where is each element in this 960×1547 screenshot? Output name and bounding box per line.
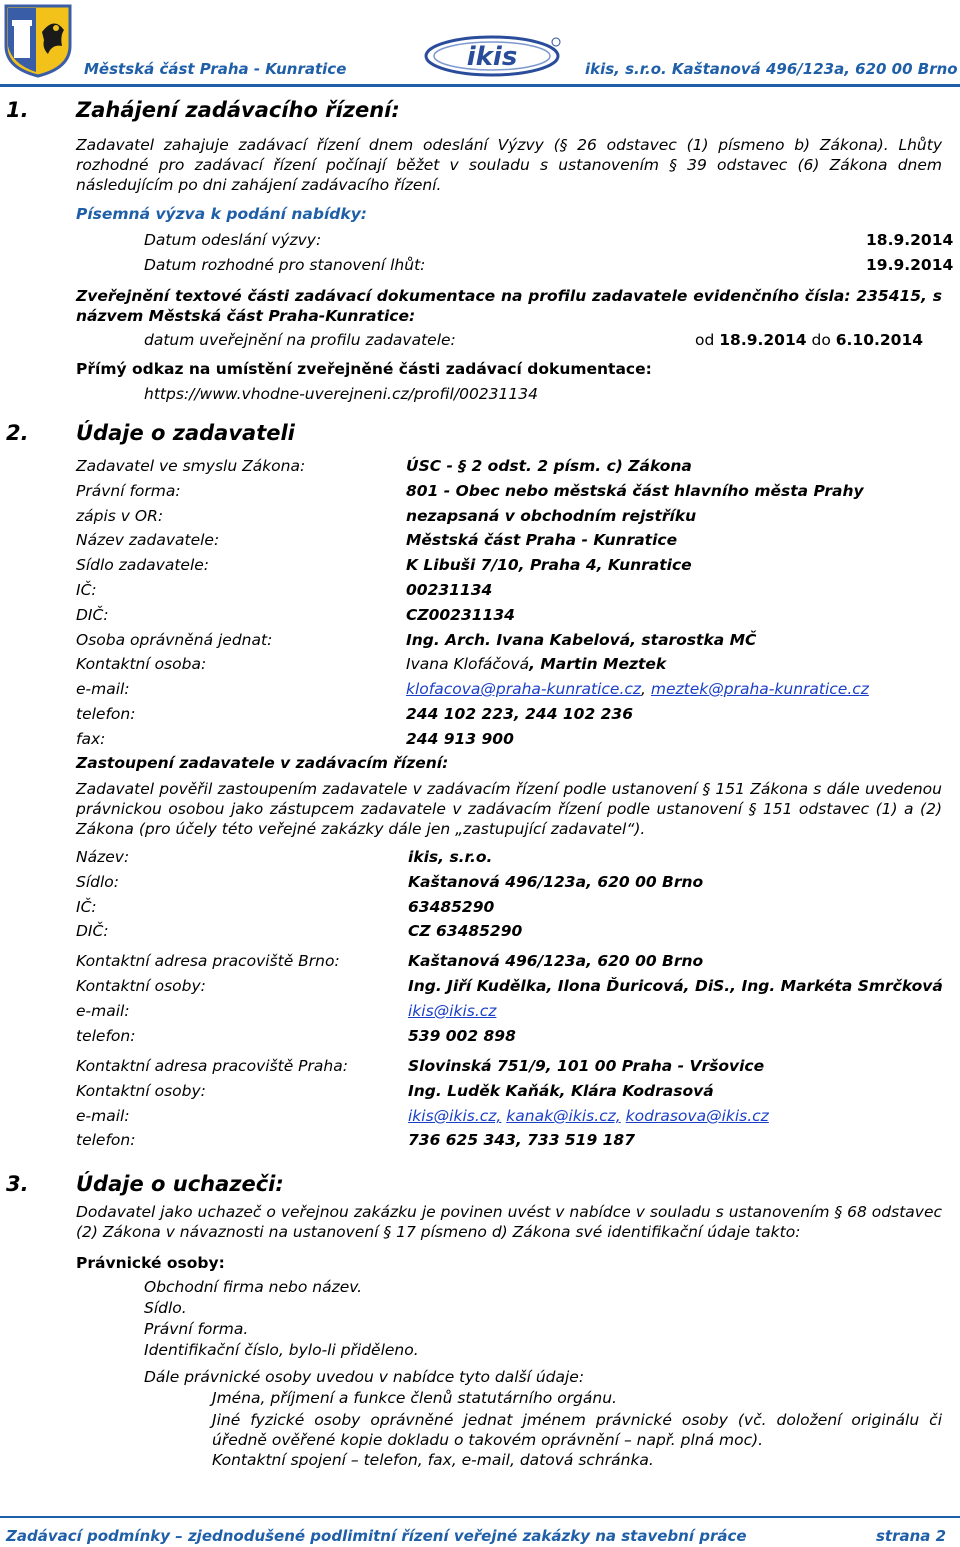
praha-email-value xyxy=(408,1107,769,1125)
brno-email-link[interactable]: ikis@ikis.cz xyxy=(408,1002,497,1020)
section-1-paragraph: Zadavatel zahajuje zadávací řízení dnem odeslání Výzvy (§ 26 odstavec (1) písmeno b) Zákona). Lhůty rozhodné pro zadávací řízení počínají běžet v souladu s ustanovením § 39 odstavec (6) Zákona dnem následujícím po dni zahájení zadávacího řízení. xyxy=(76,136,942,194)
direct-link[interactable]: https://www.vhodne-uverejneni.cz/profil/00231134 xyxy=(144,385,538,403)
svg-text:ikis: ikis xyxy=(466,42,518,72)
publication-paragraph: Zveřejnění textové části zadávací dokumentace na profilu zadavatele evidenčního čísla: 235415, s názvem Městská část Praha-Kunratice: xyxy=(76,287,942,325)
deadline-date-label: Datum rozhodné pro stanovení lhůt: xyxy=(144,256,426,274)
row-label: Název zadavatele: xyxy=(76,531,220,549)
row-value: K Libuši 7/10, Praha 4, Kunratice xyxy=(406,556,692,574)
row-value: CZ00231134 xyxy=(406,606,515,624)
sent-date-label: Datum odeslání výzvy: xyxy=(144,231,322,249)
publication-date-label: datum uveřejnění na profilu zadavatele: xyxy=(144,331,456,349)
agent-label: DIČ: xyxy=(76,922,109,940)
brno-email-label: e-mail: xyxy=(76,1002,130,1020)
row-value: 00231134 xyxy=(406,581,493,599)
section-2-title: Údaje o zadavateli xyxy=(76,421,295,445)
row-label: Osoba oprávněná jednat: xyxy=(76,631,273,649)
deadline-date-value: 19.9.2014 xyxy=(866,256,954,274)
row-value: Ing. Arch. Ivana Kabelová, starostka MČ xyxy=(406,631,757,649)
header-left: Městská část Praha - Kunratice xyxy=(84,60,347,78)
brno-persons-label: Kontaktní osoby: xyxy=(76,977,206,995)
sent-date-value: 18.9.2014 xyxy=(866,231,954,249)
contact-b: , Martin Meztek xyxy=(529,655,667,673)
footer-left: Zadávací podmínky – zjednodušené podlimitní řízení veřejné zakázky na stavební práce xyxy=(6,1527,747,1545)
publication-date-range xyxy=(695,331,923,349)
legal-entities-heading: Právnické osoby: xyxy=(76,1254,225,1272)
agent-value: 63485290 xyxy=(408,898,495,916)
fax-value: 244 913 900 xyxy=(406,730,514,748)
agent-value: ikis, s.r.o. xyxy=(408,848,493,866)
praha-email-link-kodrasova[interactable]: kodrasova@ikis.cz xyxy=(625,1107,769,1125)
praha-address-value: Slovinská 751/9, 101 00 Praha - Vršovice xyxy=(408,1057,765,1075)
agent-value: CZ 63485290 xyxy=(408,922,523,940)
list-item: Identifikační číslo, bylo-li přiděleno. xyxy=(144,1341,419,1359)
section-2-number: 2. xyxy=(6,421,29,445)
footer-rule xyxy=(0,1516,960,1518)
praha-persons-value: Ing. Luděk Kaňák, Klára Kodrasová xyxy=(408,1082,714,1100)
row-value: 801 - Obec nebo městská část hlavního města Prahy xyxy=(406,482,864,500)
brno-address-label: Kontaktní adresa pracoviště Brno: xyxy=(76,952,340,970)
list-item: Sídlo. xyxy=(144,1299,187,1317)
row-label: DIČ: xyxy=(76,606,109,624)
representation-heading: Zastoupení zadavatele v zadávacím řízení: xyxy=(76,754,449,772)
phone-label: telefon: xyxy=(76,705,136,723)
contact-a: Ivana Klofáčová xyxy=(406,655,530,673)
praha-email-label: e-mail: xyxy=(76,1107,130,1125)
row-label: Zadavatel ve smyslu Zákona: xyxy=(76,457,306,475)
row-value: ÚSC - § 2 odst. 2 písm. c) Zákona xyxy=(406,457,692,475)
contact-person-value xyxy=(406,655,666,673)
direct-link-heading: Přímý odkaz na umístění zveřejněné části zadávací dokumentace: xyxy=(76,360,652,378)
list-item: Právní forma. xyxy=(144,1320,249,1338)
praha-phone-label: telefon: xyxy=(76,1131,136,1149)
section-1-title: Zahájení zadávacího řízení: xyxy=(76,98,400,122)
phone-value: 244 102 223, 244 102 236 xyxy=(406,705,633,723)
list-item: Dále právnické osoby uvedou v nabídce tyto další údaje: xyxy=(144,1368,585,1386)
agent-label: Sídlo: xyxy=(76,873,119,891)
brno-phone-value: 539 002 898 xyxy=(408,1027,516,1045)
row-label: zápis v OR: xyxy=(76,507,164,525)
praha-phone-value: 736 625 343, 733 519 187 xyxy=(408,1131,635,1149)
email-link-klofacova[interactable]: klofacova@praha-kunratice.cz xyxy=(406,680,642,698)
row-value: Městská část Praha - Kunratice xyxy=(406,531,678,549)
row-label: Sídlo zadavatele: xyxy=(76,556,210,574)
brno-phone-label: telefon: xyxy=(76,1027,136,1045)
coat-of-arms-icon xyxy=(2,2,74,78)
section-3-paragraph: Dodavatel jako uchazeč o veřejnou zakázku je povinen uvést v nabídce v souladu s ustanovením § 68 odstavec (2) Zákona v návaznosti na ustanovení § 17 písmeno d) Zákona své identifikační údaje takto: xyxy=(76,1203,942,1241)
brno-address-value: Kaštanová 496/123a, 620 00 Brno xyxy=(408,952,704,970)
email-link-meztek[interactable]: meztek@praha-kunratice.cz xyxy=(650,680,869,698)
praha-persons-label: Kontaktní osoby: xyxy=(76,1082,206,1100)
brno-persons-value: Ing. Jiří Kudělka, Ilona Ďuricová, DiS., Ing. Markéta Smrčková xyxy=(408,977,943,995)
pub-from: 18.9.2014 xyxy=(719,331,807,349)
section-3-title: Údaje o uchazeči: xyxy=(76,1172,284,1196)
list-item: Obchodní firma nebo název. xyxy=(144,1278,363,1296)
row-label: Právní forma: xyxy=(76,482,181,500)
section-1-number: 1. xyxy=(6,98,29,122)
header-rule xyxy=(0,84,960,87)
praha-email-link-kanak[interactable]: kanak@ikis.cz, xyxy=(506,1107,621,1125)
row-value: nezapsaná v obchodním rejstříku xyxy=(406,507,697,525)
fax-label: fax: xyxy=(76,730,106,748)
agent-value: Kaštanová 496/123a, 620 00 Brno xyxy=(408,873,704,891)
sub-list-item: Jiné fyzické osoby oprávněné jednat jménem právnické osoby (vč. doložení originálu či úředně ověřené kopie dokladu o takovém oprávnění – např. plná moc). xyxy=(212,1411,942,1449)
contact-person-label: Kontaktní osoba: xyxy=(76,655,207,673)
sub-list-item: Kontaktní spojení – telefon, fax, e-mail, datová schránka. xyxy=(212,1451,654,1469)
agent-label: Název: xyxy=(76,848,130,866)
sub-list-item: Jména, příjmení a funkce členů statutárního orgánu. xyxy=(212,1389,617,1407)
email-label: e-mail: xyxy=(76,680,130,698)
footer-page-number: strana 2 xyxy=(876,1527,947,1545)
agent-label: IČ: xyxy=(76,898,97,916)
written-call-heading: Písemná výzva k podání nabídky: xyxy=(76,205,367,223)
section-3-number: 3. xyxy=(6,1172,29,1196)
row-label: IČ: xyxy=(76,581,97,599)
praha-address-label: Kontaktní adresa pracoviště Praha: xyxy=(76,1057,348,1075)
praha-email-link-ikis[interactable]: ikis@ikis.cz, xyxy=(408,1107,502,1125)
email-separator: , xyxy=(641,680,651,698)
email-value xyxy=(406,680,869,698)
header-right: ikis, s.r.o. Kaštanová 496/123a, 620 00 Brno xyxy=(585,60,958,78)
representation-paragraph: Zadavatel pověřil zastoupením zadavatele v zadávacím řízení podle ustanovení § 151 Zákona s dále uvedenou právnickou osobou jako zástupcem zadavatele v zadávacím řízení podle ustanovení § 151 odstavec (1) a (2) Zákona (pro účely této veřejné zakázky dále jen „zastupující zadavatel“). xyxy=(76,780,942,838)
pub-od: od xyxy=(695,331,715,349)
ikis-logo xyxy=(424,34,564,78)
pub-to: 6.10.2014 xyxy=(835,331,924,349)
pub-do: do xyxy=(811,331,831,349)
